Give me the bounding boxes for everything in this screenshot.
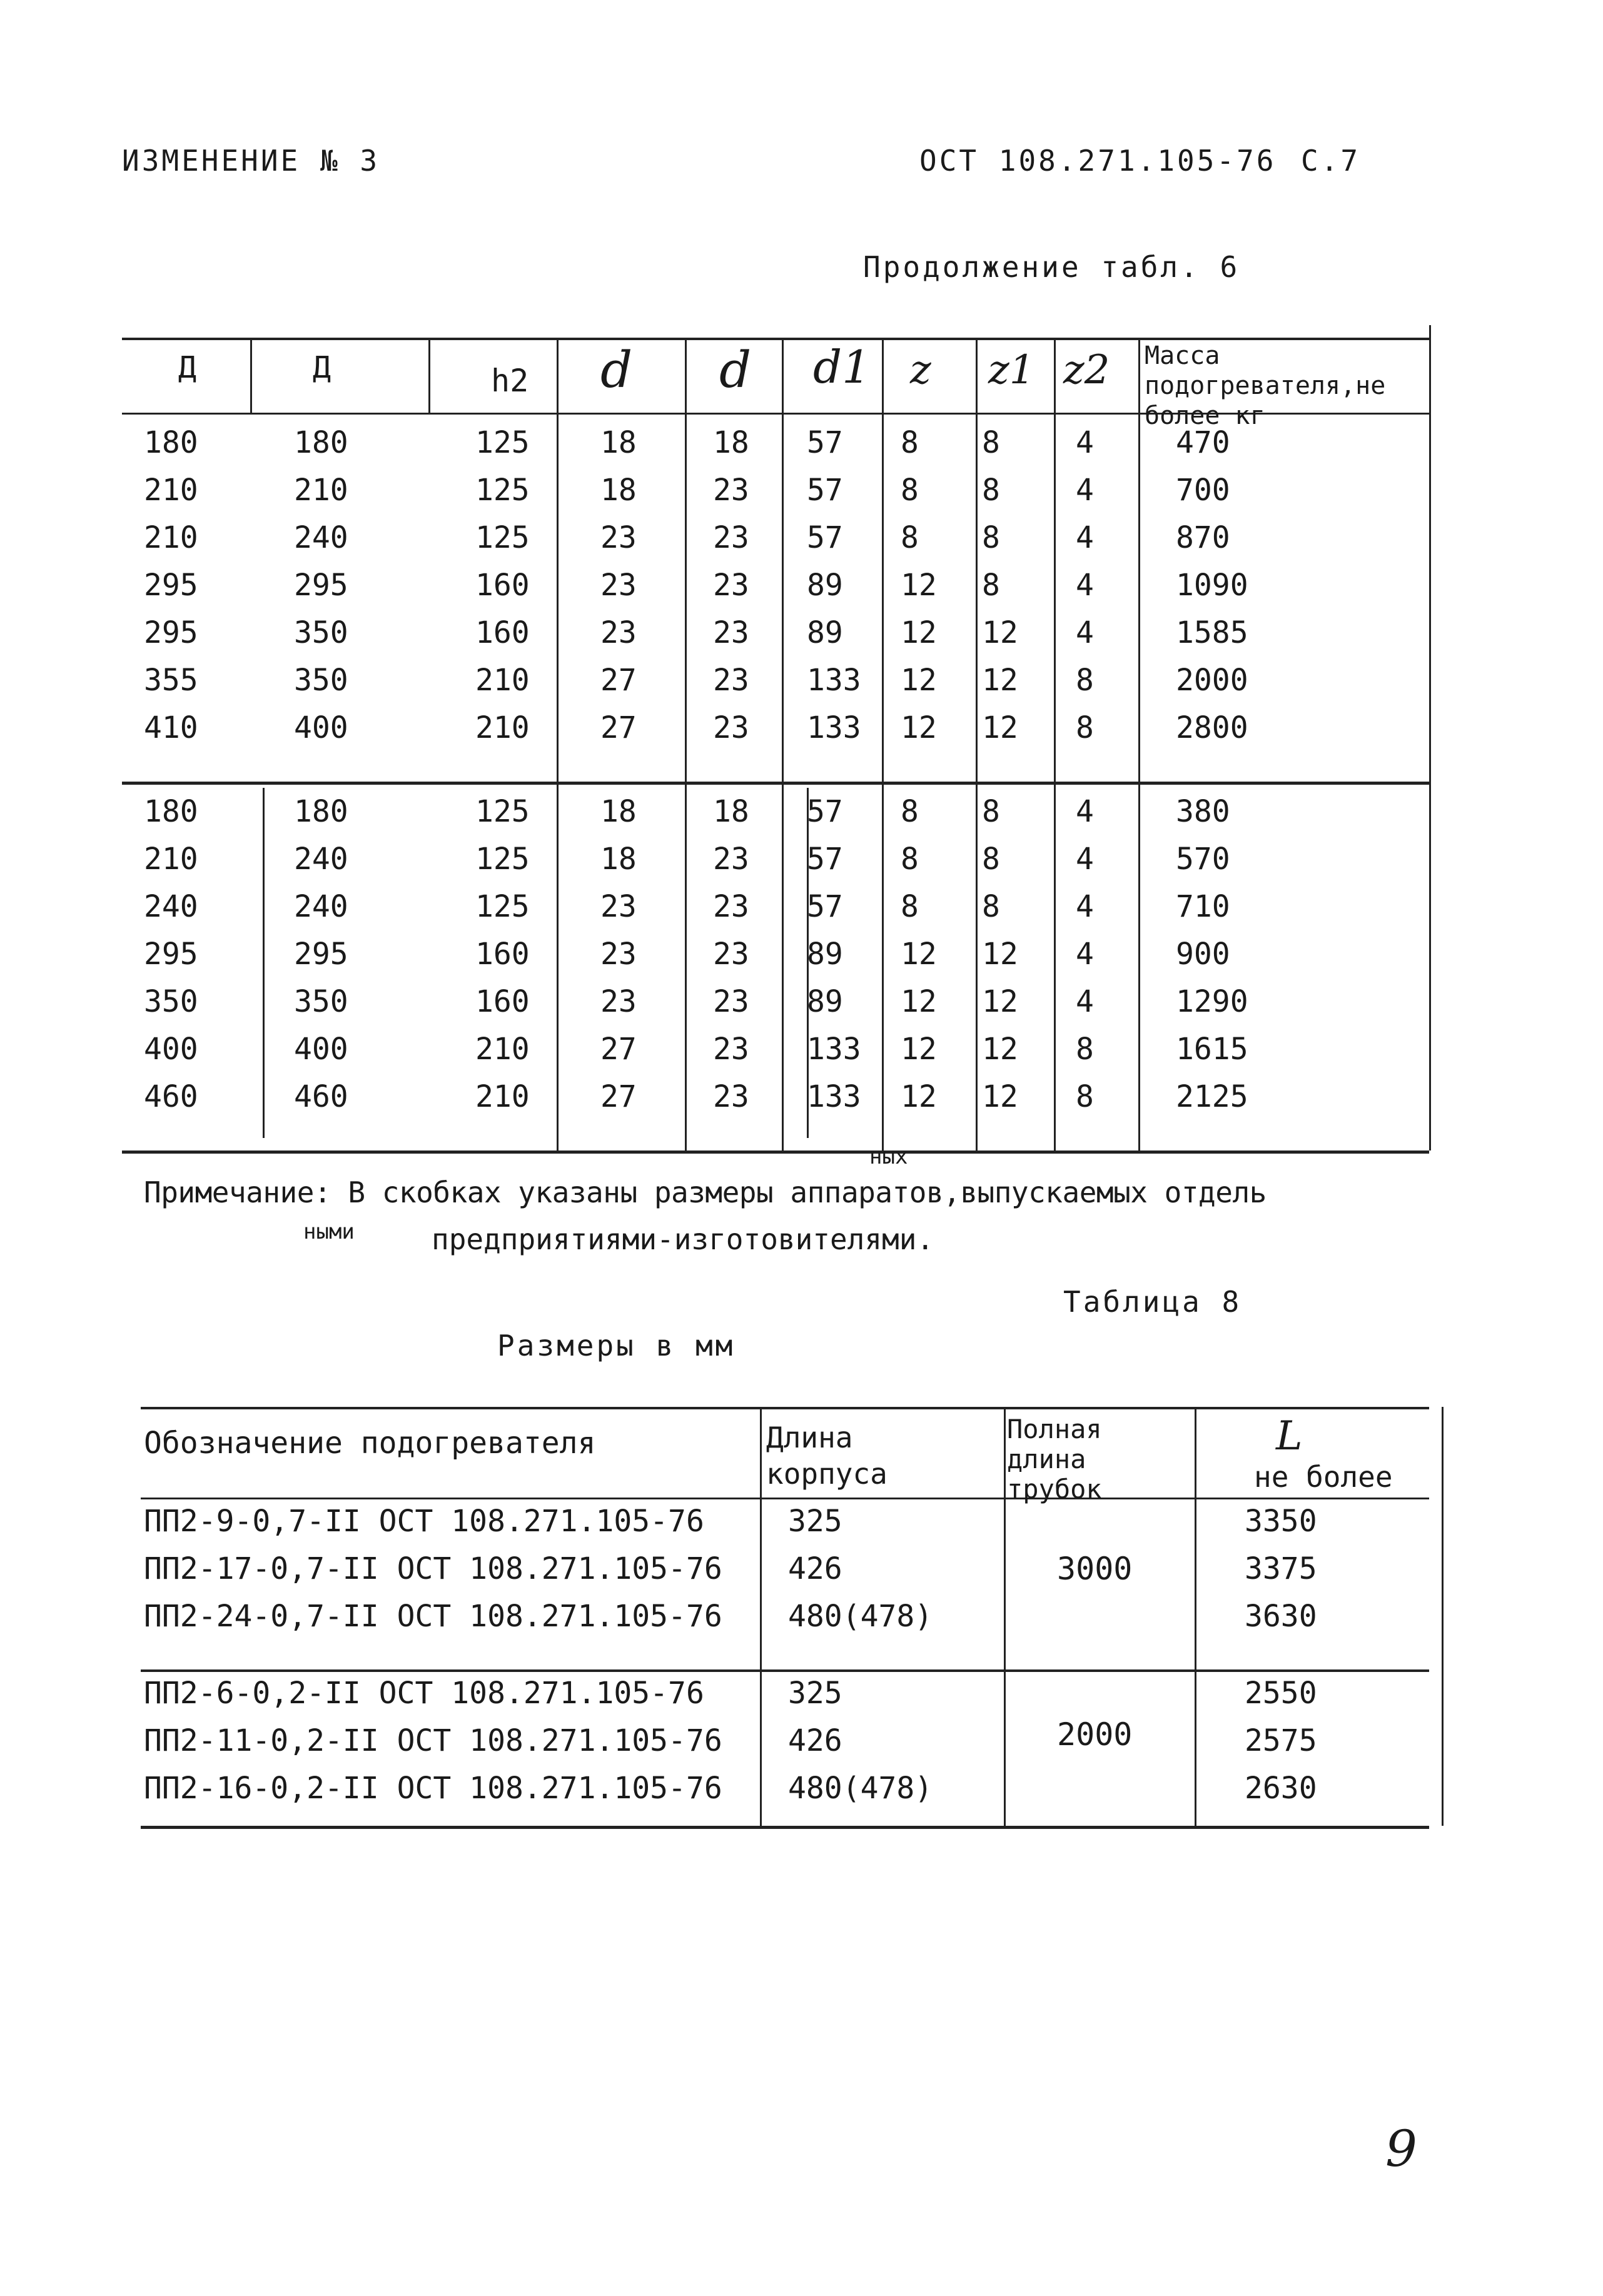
table6-cell: 23 [713, 663, 749, 698]
table6-cell: 8 [901, 794, 919, 829]
table6-cell: 23 [713, 984, 749, 1019]
header-l-sub: не более [1254, 1460, 1393, 1494]
table6-cell: 23 [713, 1079, 749, 1114]
table6-cell: 23 [713, 615, 749, 650]
table6-cell: 8 [901, 889, 919, 924]
table6-cell: 2125 [1176, 1079, 1248, 1114]
table6-cell: 18 [713, 425, 749, 460]
table6-cell: 570 [1176, 842, 1230, 877]
page-number: 9 [1385, 2120, 1417, 2178]
table6-cell: 23 [713, 889, 749, 924]
table6-cell: 125 [475, 520, 530, 555]
table6-cell: 1090 [1176, 568, 1248, 603]
full-length-group1: 3000 [1057, 1551, 1133, 1587]
table6-cell: 23 [713, 520, 749, 555]
table6-cell: 8 [982, 842, 1000, 877]
table6-cell: 125 [475, 889, 530, 924]
table8-designation-cell: ПП2-9-0,7-II ОСТ 108.271.105-76 [144, 1504, 704, 1539]
table6-cell: 18 [600, 794, 637, 829]
table6-cell: 23 [713, 710, 749, 745]
table6-cell: 23 [713, 1032, 749, 1067]
col-header-mass: Масса подогревателя,не более кг [1145, 341, 1386, 430]
table6-cell: 23 [600, 615, 637, 650]
table6-cell: 133 [807, 1079, 861, 1114]
table6-cell: 210 [144, 473, 198, 508]
table6-cell: 4 [1076, 889, 1094, 924]
table6-cell: 470 [1176, 425, 1230, 460]
table6-cell: 89 [807, 937, 843, 972]
table6-cell: 12 [901, 568, 937, 603]
table6-cell: 27 [600, 663, 637, 698]
table6-cell: 12 [982, 663, 1018, 698]
table6-cell: 460 [144, 1079, 198, 1114]
table6-cell: 12 [901, 710, 937, 745]
table8-designation-cell: ПП2-16-0,2-II ОСТ 108.271.105-76 [144, 1771, 722, 1806]
table6-cell: 18 [600, 473, 637, 508]
note-insert: ных [869, 1144, 908, 1169]
table6-cell: 125 [475, 842, 530, 877]
table8-length-cell: 426 [788, 1551, 842, 1586]
table6-cell: 460 [294, 1079, 348, 1114]
table6-cell: 8 [901, 425, 919, 460]
table6-cell: 18 [600, 425, 637, 460]
table6-cell: 240 [144, 889, 198, 924]
table6-cell: 4 [1076, 842, 1094, 877]
table6-cell: 210 [475, 663, 530, 698]
table6-cell: 125 [475, 794, 530, 829]
note-line1: Примечание: В скобках указаны размеры аппаратов,выпускаемых отдель [144, 1176, 1267, 1209]
table6-cell: 210 [294, 473, 348, 508]
header-full-length: Полная длина трубок [1007, 1414, 1102, 1504]
table6-cell: 12 [982, 984, 1018, 1019]
table6-cell: 8 [1076, 1079, 1094, 1114]
table6-cell: 8 [982, 473, 1000, 508]
table6-cell: 89 [807, 984, 843, 1019]
table6-cell: 12 [901, 663, 937, 698]
table6-cell: 18 [713, 794, 749, 829]
table6-cell: 12 [901, 615, 937, 650]
table6-cell: 350 [294, 615, 348, 650]
table8-length-cell: 480(478) [788, 1599, 933, 1634]
table6-cell: 2800 [1176, 710, 1248, 745]
table6-cell: 160 [475, 984, 530, 1019]
table8-designation-cell: ПП2-17-0,7-II ОСТ 108.271.105-76 [144, 1551, 722, 1586]
table6-cell: 210 [475, 1079, 530, 1114]
table8-length-cell: 325 [788, 1676, 842, 1711]
table6-cell: 133 [807, 663, 861, 698]
table6-cell: 400 [144, 1032, 198, 1067]
table6-cell: 295 [144, 937, 198, 972]
table6-cell: 57 [807, 425, 843, 460]
table6-cell: 27 [600, 710, 637, 745]
table6-cell: 4 [1076, 568, 1094, 603]
table6-cell: 4 [1076, 984, 1094, 1019]
col-header-d-b: d [719, 341, 752, 399]
note-line2-prefix: ными [303, 1219, 355, 1244]
table8-l-cell: 2575 [1245, 1723, 1317, 1758]
table6-cell: 8 [982, 520, 1000, 555]
table6-cell: 27 [600, 1032, 637, 1067]
table8-length-cell: 325 [788, 1504, 842, 1539]
table6-cell: 8 [1076, 710, 1094, 745]
table6-cell: 1615 [1176, 1032, 1248, 1067]
table8-l-cell: 2550 [1245, 1676, 1317, 1711]
table6-cell: 160 [475, 937, 530, 972]
table6-cell: 180 [294, 794, 348, 829]
table6-cell: 8 [982, 794, 1000, 829]
table8-caption: Таблица 8 [1063, 1285, 1242, 1319]
table6-cell: 23 [600, 937, 637, 972]
table6-cell: 57 [807, 842, 843, 877]
col-header-D2: Д [313, 350, 331, 385]
table6-cell: 57 [807, 794, 843, 829]
table6-cell: 180 [294, 425, 348, 460]
table6-cell: 8 [982, 889, 1000, 924]
table6-cell: 12 [982, 615, 1018, 650]
table6-cell: 710 [1176, 889, 1230, 924]
table6-cell: 160 [475, 615, 530, 650]
col-header-h2: h2 [491, 363, 529, 399]
standard-number: ОСТ 108.271.105-76 [919, 144, 1277, 178]
table6-cell: 4 [1076, 520, 1094, 555]
table6-cell: 23 [713, 568, 749, 603]
table6-cell: 4 [1076, 615, 1094, 650]
table6-cell: 23 [600, 568, 637, 603]
full-length-group2: 2000 [1057, 1716, 1133, 1753]
table6-cell: 295 [294, 937, 348, 972]
table6-cell: 180 [144, 794, 198, 829]
table6-cell: 400 [294, 1032, 348, 1067]
table6-cell: 4 [1076, 425, 1094, 460]
table6-cell: 125 [475, 425, 530, 460]
change-number: ИЗМЕНЕНИЕ № 3 [122, 144, 380, 178]
table6-caption: Продолжение табл. 6 [863, 250, 1240, 284]
table6-cell: 57 [807, 520, 843, 555]
table6-cell: 210 [144, 842, 198, 877]
table8-l-cell: 3375 [1245, 1551, 1317, 1586]
table6-cell: 12 [901, 984, 937, 1019]
table8-l-cell: 3350 [1245, 1504, 1317, 1539]
table6-cell: 18 [600, 842, 637, 877]
table8-designation-cell: ПП2-11-0,2-II ОСТ 108.271.105-76 [144, 1723, 722, 1758]
table6-cell: 350 [294, 663, 348, 698]
table6-cell: 180 [144, 425, 198, 460]
table6-cell: 900 [1176, 937, 1230, 972]
table6-cell: 27 [600, 1079, 637, 1114]
table6-cell: 1585 [1176, 615, 1248, 650]
table6-cell: 355 [144, 663, 198, 698]
table8-designation-cell: ПП2-24-0,7-II ОСТ 108.271.105-76 [144, 1599, 722, 1634]
table6-cell: 23 [600, 889, 637, 924]
table6-cell: 8 [1076, 1032, 1094, 1067]
table6-cell: 700 [1176, 473, 1230, 508]
table6-cell: 12 [901, 1079, 937, 1114]
table6-cell: 125 [475, 473, 530, 508]
table6-cell: 89 [807, 615, 843, 650]
table8-l-cell: 2630 [1245, 1771, 1317, 1806]
table6-cell: 870 [1176, 520, 1230, 555]
table6-cell: 2000 [1176, 663, 1248, 698]
table6-cell: 410 [144, 710, 198, 745]
table6-cell: 295 [294, 568, 348, 603]
table6-cell: 8 [1076, 663, 1094, 698]
table6-cell: 12 [901, 937, 937, 972]
table6-cell: 23 [713, 937, 749, 972]
table6-cell: 240 [294, 520, 348, 555]
table6-cell: 8 [901, 842, 919, 877]
table6-cell: 12 [982, 937, 1018, 972]
units-note: Размеры в мм [497, 1329, 736, 1362]
table6-cell: 350 [144, 984, 198, 1019]
table6-cell: 8 [982, 568, 1000, 603]
table6-cell: 1290 [1176, 984, 1248, 1019]
col-header-d1: d1 [813, 341, 871, 393]
table6-cell: 4 [1076, 473, 1094, 508]
table6-cell: 12 [982, 1079, 1018, 1114]
page-label: С.7 [1301, 144, 1361, 178]
table6-cell: 12 [982, 710, 1018, 745]
table6-cell: 23 [713, 842, 749, 877]
table6-cell: 210 [144, 520, 198, 555]
table8-designation-cell: ПП2-6-0,2-II ОСТ 108.271.105-76 [144, 1676, 704, 1711]
table6-cell: 133 [807, 710, 861, 745]
table6-cell: 23 [600, 520, 637, 555]
col-header-D1: Д [178, 350, 196, 385]
table6-cell: 240 [294, 842, 348, 877]
table6-cell: 89 [807, 568, 843, 603]
header-designation: Обозначение подогревателя [144, 1426, 596, 1461]
note-line2: предприятиями-изготовителями. [432, 1222, 934, 1256]
table6-cell: 12 [982, 1032, 1018, 1067]
table6-cell: 23 [600, 984, 637, 1019]
table6-cell: 295 [144, 615, 198, 650]
header-l: L [1276, 1413, 1303, 1459]
table6-cell: 23 [713, 473, 749, 508]
header-length: Длина корпуса [766, 1421, 887, 1491]
col-header-z2: z2 [1063, 347, 1110, 393]
table6-cell: 133 [807, 1032, 861, 1067]
table6-cell: 8 [901, 520, 919, 555]
table6-cell: 400 [294, 710, 348, 745]
col-header-d-a: d [600, 341, 633, 399]
table6-cell: 8 [901, 473, 919, 508]
table6-cell: 210 [475, 710, 530, 745]
table6-cell: 240 [294, 889, 348, 924]
table8-length-cell: 426 [788, 1723, 842, 1758]
table8-length-cell: 480(478) [788, 1771, 933, 1806]
table6-cell: 380 [1176, 794, 1230, 829]
table6-cell: 210 [475, 1032, 530, 1067]
table6-cell: 12 [901, 1032, 937, 1067]
table6-cell: 295 [144, 568, 198, 603]
table6-cell: 350 [294, 984, 348, 1019]
table6-cell: 57 [807, 473, 843, 508]
table6-cell: 57 [807, 889, 843, 924]
col-header-z1: z1 [988, 347, 1035, 393]
table6-cell: 8 [982, 425, 1000, 460]
table6-cell: 160 [475, 568, 530, 603]
table8-l-cell: 3630 [1245, 1599, 1317, 1634]
col-header-z: z [910, 347, 931, 393]
table6-cell: 4 [1076, 794, 1094, 829]
table6-cell: 4 [1076, 937, 1094, 972]
